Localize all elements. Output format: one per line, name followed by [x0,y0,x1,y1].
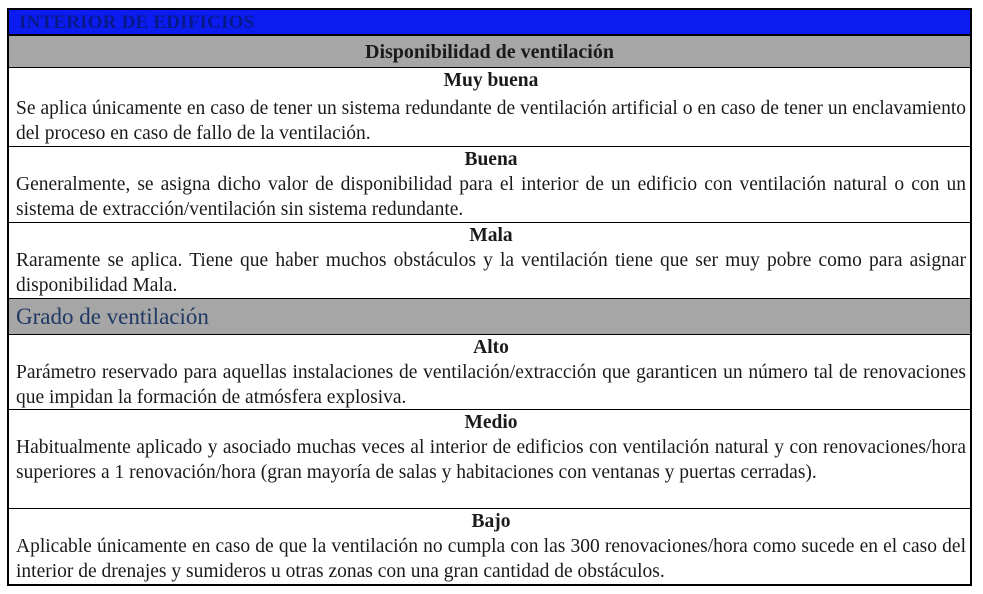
row-text: Parámetro reservado para aquellas instalaciones de ventilación/extracción que garanticen un número tal de renovaciones que impidan la formación de atmósfera explosiva. [16,362,966,408]
row-text: Raramente se aplica. Tiene que haber muchos obstáculos y la ventilación tiene que ser muy pobre como para asignar disponibilidad Mala. [16,250,966,296]
availability-row-mala [9,223,970,299]
grade-header: Grado de ventilación [9,299,970,335]
availability-header: Disponibilidad de ventilación [9,36,970,68]
row-title: Bajo [471,511,511,532]
row-text: Habitualmente aplicado y asociado muchas veces al interior de edificios con ventilación natural y con renovaciones/hora superiores a 1 renovación/hora (gran mayoría de salas y habitaciones con ventanas y puertas cerradas). [16,437,966,483]
row-title: Muy buena [443,70,539,91]
banner-title: INTERIOR DE EDIFICIOS [19,12,255,33]
availability-row-buena [9,147,970,223]
row-text: Se aplica únicamente en caso de tener un sistema redundante de ventilación artificial o en caso de tener un enclavamiento del proceso en caso de fallo de la ventilación. [16,98,966,144]
grade-row-medio [9,410,970,509]
grade-row-alto [9,335,970,410]
availability-row-muy-buena [9,68,970,147]
table-banner [9,10,970,36]
row-title: Alto [473,337,509,358]
ventilation-table [7,8,972,586]
row-text: Aplicable únicamente en caso de que la ventilación no cumpla con las 300 renovaciones/hora como sucede en el caso del interior de drenajes y sumideros u otras zonas con una gran cantidad de obstáculos. [16,536,966,582]
grade-row-bajo [9,509,970,584]
row-title: Mala [469,225,513,246]
row-title: Buena [464,149,518,170]
row-text: Generalmente, se asigna dicho valor de disponibilidad para el interior de un edificio con ventilación natural o con un sistema de extracción/ventilación sin sistema redundante. [16,174,966,220]
row-title: Medio [464,412,518,433]
